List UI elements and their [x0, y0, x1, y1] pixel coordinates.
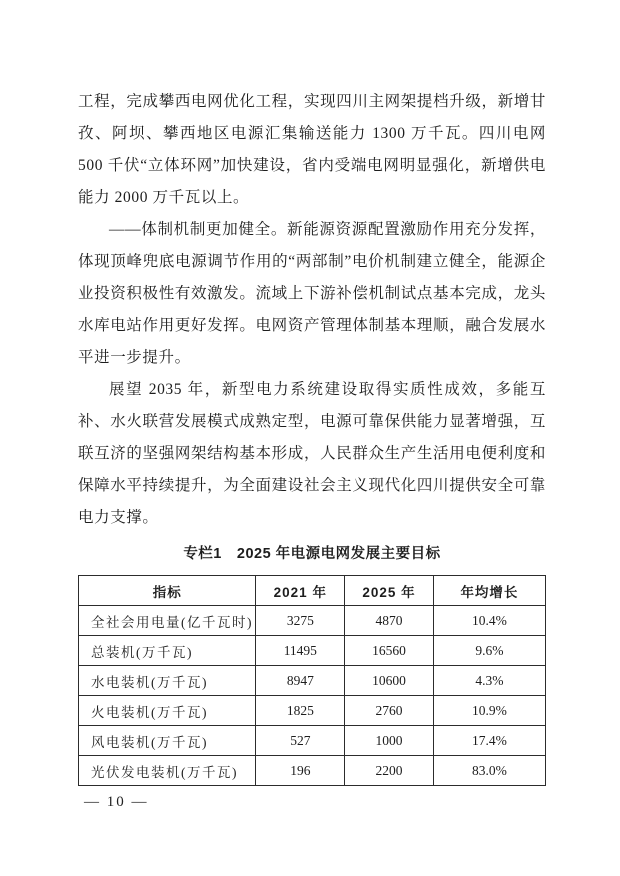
cell-2025: 16560 [345, 636, 434, 666]
page-number: — 10 — [84, 794, 149, 810]
cell-2025: 10600 [345, 666, 434, 696]
paragraph-1: 工程，完成攀西电网优化工程，实现四川主网架提档升级，新增甘孜、阿坝、攀西地区电源汇集输送能力 1300 万千瓦。四川电网 500 千伏“立体环网”加快建设，省内受端电网明显强化，新增供电能力 2000 万千瓦以上。 [78, 93, 546, 206]
table-row [79, 636, 546, 666]
cell-2021: 1825 [256, 696, 345, 726]
cell-2021: 3275 [256, 606, 345, 636]
table-row [79, 606, 546, 636]
cell-indicator: 光伏发电装机(万千瓦) [79, 756, 256, 786]
cell-indicator: 全社会用电量(亿千瓦时) [79, 606, 256, 636]
cell-2025: 2760 [345, 696, 434, 726]
table-row [79, 666, 546, 696]
paragraph-3: 展望 2035 年，新型电力系统建设取得实质性成效，多能互补、水火联营发展模式成熟定型，电源可靠保供能力显著增强，互联互济的坚强网架结构基本形成，人民群众生产生活用电便利度和保障水平持续提升，为全面建设社会主义现代化四川提供安全可靠电力支撑。 [78, 381, 546, 526]
cell-growth: 9.6% [433, 636, 545, 666]
table-row [79, 696, 546, 726]
cell-indicator: 风电装机(万千瓦) [79, 726, 256, 756]
cell-2021: 527 [256, 726, 345, 756]
table-row [79, 756, 546, 786]
header-year-2025: 2025 年 [345, 576, 434, 606]
cell-2021: 196 [256, 756, 345, 786]
cell-growth: 10.4% [433, 606, 545, 636]
table-caption: 专栏1 2025 年电源电网发展主要目标 [183, 546, 441, 562]
cell-growth: 10.9% [433, 696, 545, 726]
cell-2021: 8947 [256, 666, 345, 696]
power-targets-table [78, 575, 546, 786]
header-avg-growth: 年均增长 [433, 576, 545, 606]
cell-2025: 2200 [345, 756, 434, 786]
cell-indicator: 火电装机(万千瓦) [79, 696, 256, 726]
header-indicator: 指标 [79, 576, 256, 606]
cell-indicator: 水电装机(万千瓦) [79, 666, 256, 696]
cell-growth: 17.4% [433, 726, 545, 756]
cell-indicator: 总装机(万千瓦) [79, 636, 256, 666]
cell-growth: 4.3% [433, 666, 545, 696]
cell-growth: 83.0% [433, 756, 545, 786]
cell-2021: 11495 [256, 636, 345, 666]
paragraph-2: ——体制机制更加健全。新能源资源配置激励作用充分发挥，体现顶峰兜底电源调节作用的“两部制”电价机制建立健全，能源企业投资积极性有效激发。流域上下游补偿机制试点基本完成，龙头水库电站作用更好发挥。电网资产管理体制基本理顺，融合发展水平进一步提升。 [78, 221, 546, 366]
table-header-row [79, 576, 546, 606]
cell-2025: 1000 [345, 726, 434, 756]
header-year-2021: 2021 年 [256, 576, 345, 606]
cell-2025: 4870 [345, 606, 434, 636]
table-row [79, 726, 546, 756]
